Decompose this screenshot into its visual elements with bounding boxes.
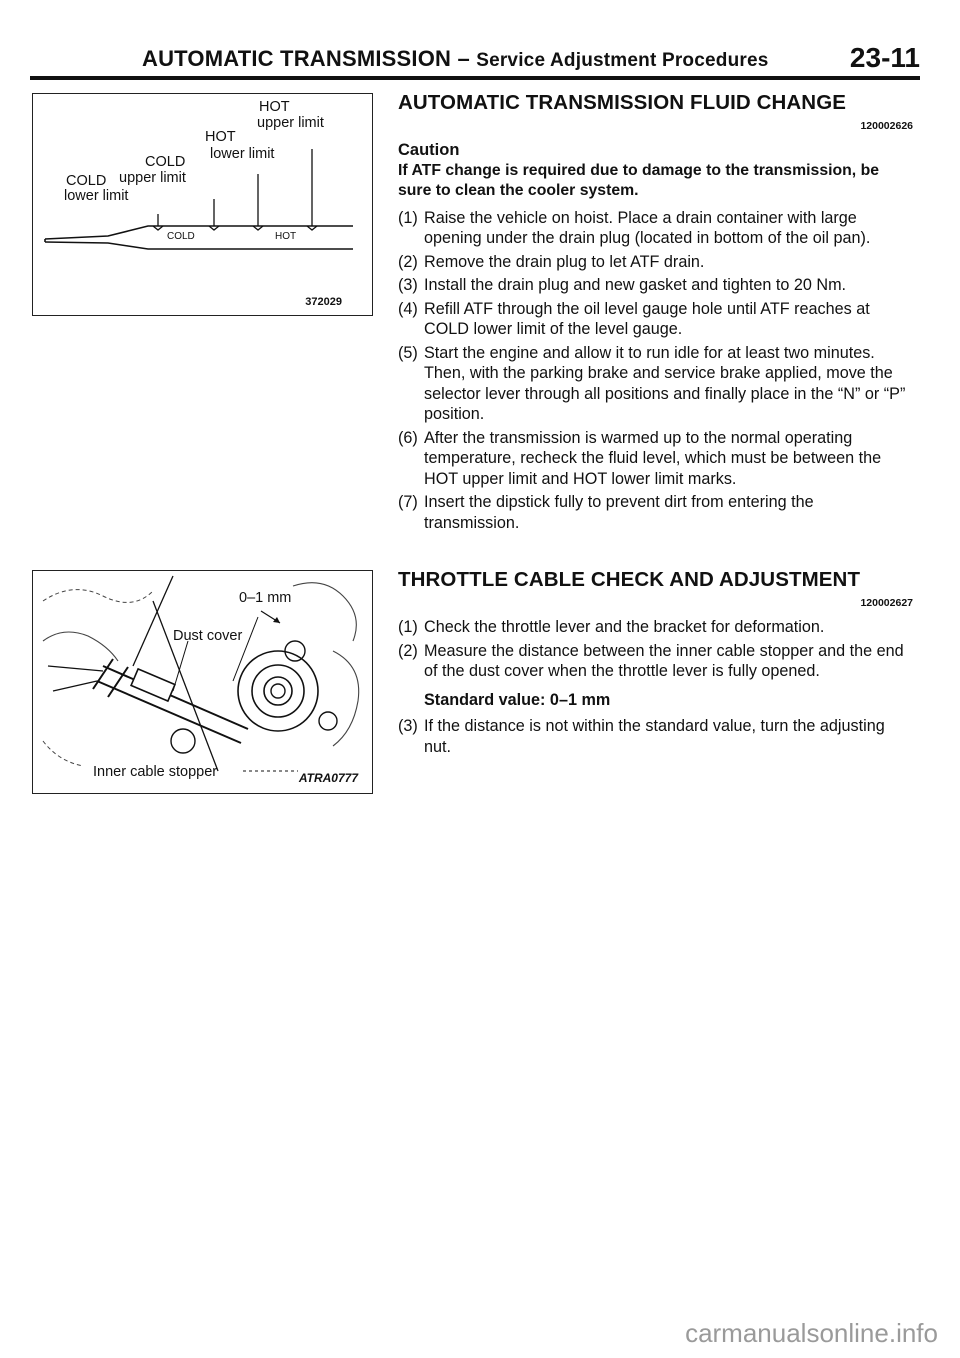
label-cold-left: COLD	[66, 173, 107, 189]
figure-id: ATRA0777	[298, 771, 358, 785]
caution-text: If ATF change is required due to damage to the transmission, be sure to clean the cooler system.	[398, 161, 880, 199]
header-title: AUTOMATIC TRANSMISSION	[142, 46, 452, 71]
step-text: Start the engine and allow it to run idle for at least two minutes. Then, with the parking brake and service brake applied, move the selector lever through all positions and finally place in the “N” or “P” position.	[424, 343, 906, 423]
step-text: Install the drain plug and new gasket and tighten to 20 Nm.	[424, 276, 847, 294]
header-subtitle: Service Adjustment Procedures	[476, 50, 769, 71]
section-title: AUTOMATIC TRANSMISSION FLUID CHANGE	[398, 91, 847, 114]
label-upper-limit-hot: upper limit	[257, 115, 324, 131]
step-item	[398, 716, 913, 757]
step-number: (3)	[398, 717, 418, 735]
label-lower-limit-cold: lower limit	[64, 188, 129, 204]
mark-hot: HOT	[275, 231, 297, 242]
step-number: (1)	[398, 618, 418, 636]
section-title: THROTTLE CABLE CHECK AND ADJUSTMENT	[398, 568, 861, 591]
step-item	[398, 428, 913, 490]
step-number: (5)	[398, 343, 418, 362]
standard-value: Standard value: 0–1 mm	[424, 690, 611, 709]
step-text: If the distance is not within the standard value, turn the adjusting nut.	[424, 717, 885, 756]
label-lower-limit-hot: lower limit	[210, 146, 275, 162]
label-gap: 0–1 mm	[239, 590, 292, 606]
section-throttle-cable	[398, 570, 913, 757]
step-number: (7)	[398, 493, 418, 511]
step-number: (6)	[398, 428, 418, 447]
header-dash: –	[457, 46, 470, 71]
step-text: Check the throttle lever and the bracket for deformation.	[424, 618, 825, 636]
header-rule	[30, 76, 920, 80]
steps-list	[398, 208, 913, 534]
header-title-line	[142, 46, 769, 72]
step-number: (2)	[398, 641, 418, 660]
mark-cold: COLD	[167, 231, 195, 242]
page-number: 23-11	[849, 42, 920, 73]
caution-title: Caution	[398, 141, 460, 159]
step-text: After the transmission is warmed up to the normal operating temperature, recheck the fluid level, which must be between the HOT upper limit and HOT lower limit marks.	[424, 428, 882, 488]
step-item	[398, 492, 913, 533]
section-fluid-change	[398, 93, 913, 533]
step-text: Refill ATF through the oil level gauge hole until ATF reaches at COLD lower limit of the level gauge.	[424, 299, 870, 338]
throttle-cable-figure	[32, 570, 373, 794]
page-header	[30, 38, 920, 78]
label-upper-limit-cold: upper limit	[119, 170, 186, 186]
dipstick-figure	[32, 93, 373, 316]
step-number: (1)	[398, 208, 418, 227]
figure-id: 372029	[305, 296, 342, 308]
section-code: 120002627	[860, 596, 913, 609]
step-number: (3)	[398, 276, 418, 294]
label-cold-mid: COLD	[145, 154, 186, 170]
step-item	[398, 252, 913, 273]
throttle-cable-drawing	[33, 571, 372, 793]
label-dust-cover: Dust cover	[173, 628, 243, 644]
label-hot-top: HOT	[259, 99, 290, 115]
step-text: Remove the drain plug to let ATF drain.	[424, 252, 705, 271]
section-code: 120002626	[860, 119, 913, 132]
watermark: carmanualsonline.info	[685, 1318, 938, 1348]
label-hot-mid: HOT	[205, 129, 236, 145]
label-inner-cable-stopper: Inner cable stopper	[93, 764, 218, 780]
step-item	[398, 617, 913, 638]
step-item	[398, 208, 913, 249]
step-text: Measure the distance between the inner cable stopper and the end of the dust cover when the throttle lever is fully opened.	[424, 641, 904, 680]
steps-list	[398, 617, 913, 757]
step-item	[398, 641, 913, 682]
step-text: Raise the vehicle on hoist. Place a drain container with large opening under the drain plug (located in bottom of the oil pan).	[424, 208, 871, 247]
step-item	[398, 275, 913, 296]
step-item	[398, 343, 913, 425]
step-number: (4)	[398, 299, 418, 318]
step-number: (2)	[398, 252, 418, 271]
step-item	[398, 299, 913, 340]
step-text: Insert the dipstick fully to prevent dirt from entering the transmission.	[424, 493, 814, 532]
